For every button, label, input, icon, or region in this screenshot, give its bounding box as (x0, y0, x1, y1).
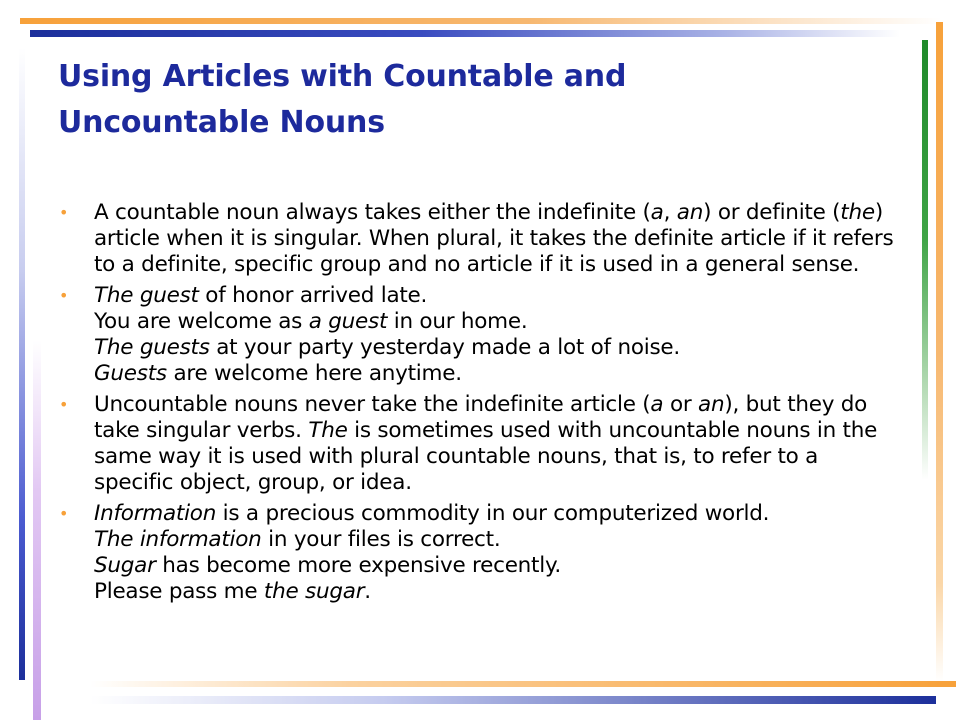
example-italic: Information (94, 501, 217, 526)
example-rest: at your party yesterday made a lot of noise. (209, 335, 680, 360)
example-rest: of honor arrived late. (198, 283, 428, 308)
example-rest: are welcome here anytime. (166, 361, 462, 386)
example-rest: in your files is correct. (261, 527, 501, 552)
text-segment-italic: an (698, 392, 725, 417)
text-segment: Uncountable nouns never take the indefinite article ( (94, 392, 651, 417)
slide-title (58, 54, 898, 146)
text-segment-italic: The (308, 418, 348, 443)
text-segment-italic: an (676, 200, 704, 225)
bullet-item-uncountable-examples (56, 501, 896, 605)
example-pre: You are welcome as (94, 309, 309, 334)
example-line (94, 527, 896, 553)
bullet-text (94, 392, 877, 495)
bullet-list (56, 200, 896, 610)
example-italic: a guest (308, 309, 388, 334)
example-italic: The information (94, 527, 262, 552)
bullet-item-uncountable-rule (56, 392, 896, 496)
bullet-dot: • (59, 203, 69, 222)
example-line (94, 501, 896, 527)
frame-bar-left-purple (33, 340, 41, 720)
text-segment: , (663, 200, 677, 225)
example-italic: Sugar (94, 553, 156, 578)
bullet-item-countable-examples (56, 283, 896, 387)
example-rest: is a precious commodity in our computerized world. (216, 501, 770, 526)
slide-title-line-2: Uncountable Nouns (58, 105, 385, 140)
text-segment-italic: a (650, 200, 664, 225)
bullet-dot: • (59, 286, 69, 305)
text-segment: is sometimes used with uncountable nouns in the same way it is used with plural countable nouns, that is, to refer to a specific object, group, or idea. (94, 418, 878, 495)
bullet-text (94, 200, 893, 277)
frame-bar-bottom-orange (90, 681, 956, 687)
bullet-dot: • (59, 395, 69, 414)
frame-bar-right-orange (936, 22, 943, 682)
slide-title-line-1: Using Articles with Countable and (58, 59, 627, 94)
text-segment: A countable noun always takes either the indefinite ( (94, 200, 651, 225)
example-italic: The guests (94, 335, 210, 360)
text-segment-italic: a (650, 392, 664, 417)
example-rest: has become more expensive recently. (155, 553, 561, 578)
example-line (94, 579, 896, 605)
frame-bar-bottom-blue (90, 696, 936, 704)
example-line (94, 361, 896, 387)
example-rest: in our home. (387, 309, 528, 334)
frame-bar-left-blue (19, 48, 25, 680)
bullet-dot: • (59, 504, 69, 523)
frame-bar-top-orange (20, 18, 942, 24)
example-line (94, 553, 896, 579)
example-line (94, 309, 896, 335)
example-italic: Guests (94, 361, 167, 386)
bullet-item-countable-rule (56, 200, 896, 278)
example-italic: the sugar (263, 579, 365, 604)
example-pre: Please pass me (94, 579, 264, 604)
text-segment-italic: the (840, 200, 875, 225)
example-line (94, 283, 896, 309)
example-rest: . (364, 579, 371, 604)
text-segment: or (663, 392, 699, 417)
example-line (94, 335, 896, 361)
frame-bar-top-blue (30, 30, 900, 37)
frame-bar-right-green (922, 40, 928, 480)
text-segment: ) or definite ( (703, 200, 841, 225)
example-italic: The guest (94, 283, 199, 308)
text-segment: ) article when it is singular. When plural, it takes the definite article if it refers to a definite, specific group and no article if it is used in a general sense. (94, 200, 894, 277)
text-segment: ), but they do take singular verbs. (94, 392, 868, 443)
